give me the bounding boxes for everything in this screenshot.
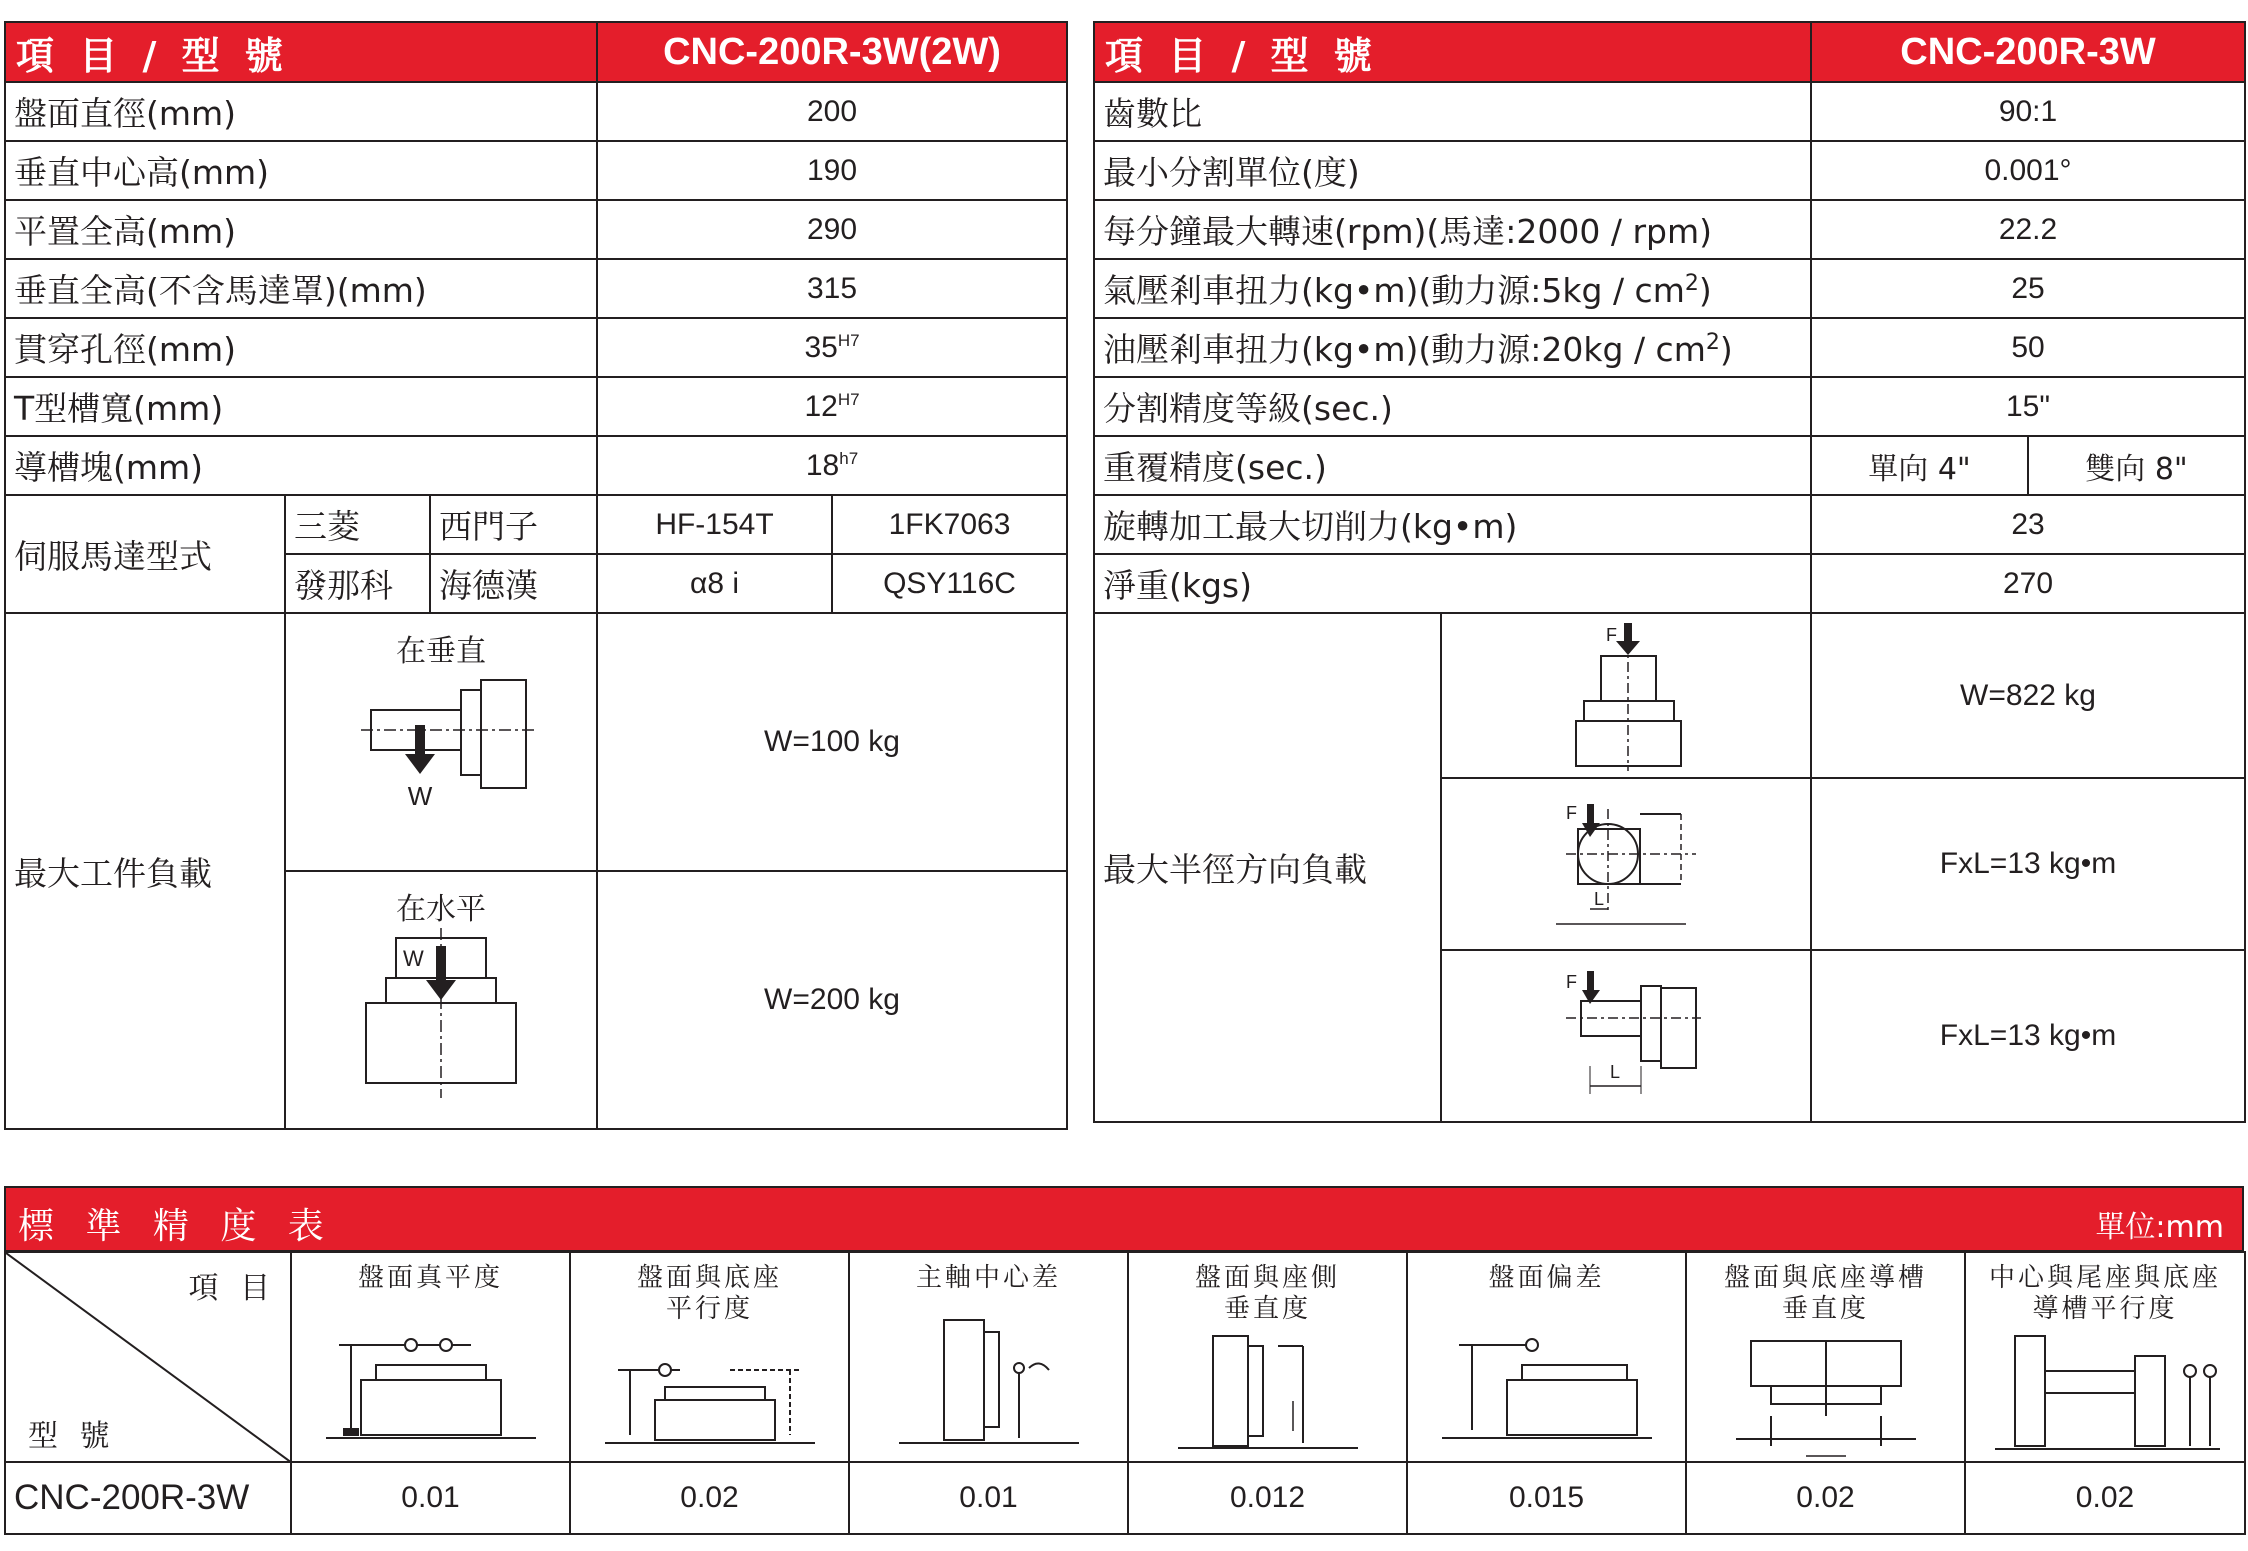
row-label: 垂直全高(不含馬達罩)(mm) (5, 259, 597, 318)
row-value: 200 (597, 82, 1067, 141)
accuracy-column: 中心與尾座與底座 導槽平行度 (1965, 1252, 2245, 1462)
accuracy-model: CNC-200R-3W (5, 1462, 291, 1534)
radial-load-end-icon (1546, 966, 1706, 1106)
accuracy-unit: 單位:mm (2095, 1210, 2224, 1245)
l-label: L (1610, 1062, 1621, 1082)
header-model: CNC-200R-3W(2W) (597, 22, 1067, 82)
row-value: 90:1 (1811, 82, 2245, 141)
row-label: 齒數比 (1094, 82, 1811, 141)
accuracy-header (4, 1186, 2244, 1252)
slot-perpendicularity-icon (1716, 1331, 1936, 1461)
row-label: 旋轉加工最大切削力(kg•m) (1094, 495, 1811, 554)
row-value: $12^{H7}$ (597, 377, 1067, 436)
accuracy-column: 盤面與底座 平行度 (570, 1252, 849, 1462)
vertical-load-figure (285, 613, 597, 871)
servo-brand: 三菱 (285, 495, 430, 554)
f-label: F (1566, 972, 1577, 992)
row-value: $18^{h7}$ (597, 436, 1067, 495)
servo-model: HF-154T (597, 495, 832, 554)
row-value: 22.2 (1811, 200, 2245, 259)
accuracy-value: 0.01 (849, 1462, 1128, 1534)
accuracy-value: 0.02 (570, 1462, 849, 1534)
f-label: F (1606, 624, 1617, 645)
header-model: CNC-200R-3W (1811, 22, 2245, 82)
flatness-icon (321, 1310, 541, 1440)
corner-cell (5, 1252, 291, 1462)
row-value: 23 (1811, 495, 2245, 554)
corner-model: 型 號 (28, 1419, 116, 1454)
horizontal-caption: 在水平 (396, 892, 486, 927)
vertical-table-icon (341, 670, 541, 850)
radial-label: 最大半徑方向負載 (1094, 613, 1441, 1122)
row-label: 盤面直徑(mm) (5, 82, 597, 141)
radial-figure-1 (1441, 613, 1811, 778)
w-label: W (407, 781, 433, 811)
radial-value-1: W=822 kg (1811, 613, 2245, 778)
row-label: T型槽寬(mm) (5, 377, 597, 436)
row-value: 270 (1811, 554, 2245, 613)
row-value: 290 (597, 200, 1067, 259)
servo-model: α8 i (597, 554, 832, 613)
f-label: F (1566, 803, 1577, 823)
row-label: 貫穿孔徑(mm) (5, 318, 597, 377)
radial-load-top-icon (1556, 621, 1696, 771)
header-item: 項 目 / 型 號 (1094, 22, 1811, 82)
load-label: 最大工件負載 (5, 613, 285, 1129)
accuracy-title: 標 準 精 度 表 (18, 1206, 334, 1247)
accuracy-column: 盤面與底座導槽 垂直度 (1686, 1252, 1965, 1462)
horizontal-load-figure (285, 871, 597, 1129)
header-item: 項 目 / 型 號 (5, 22, 597, 82)
row-value: 0.001° (1811, 141, 2245, 200)
row-value: $35^{H7}$ (597, 318, 1067, 377)
accuracy-column: 盤面與座側 垂直度 (1128, 1252, 1407, 1462)
accuracy-value: 0.015 (1407, 1462, 1686, 1534)
row-label: 氣壓剎車扭力(kg•m)(動力源:5kg / $cm^2$) (1094, 259, 1811, 318)
vertical-load-value: W=100 kg (597, 613, 1067, 871)
row-label: 垂直中心高(mm) (5, 141, 597, 200)
accuracy-value: 0.012 (1128, 1462, 1407, 1534)
left-spec-table (4, 21, 1068, 1130)
l-label: L (1594, 889, 1605, 909)
parallelism-icon (600, 1335, 820, 1445)
servo-brand: 海德漢 (430, 554, 597, 613)
repeat-label: 重覆精度(sec.) (1094, 436, 1811, 495)
row-label: 油壓剎車扭力(kg•m)(動力源:20kg / $cm^2$) (1094, 318, 1811, 377)
perpendicularity-icon (1158, 1331, 1378, 1451)
radial-value-2: FxL=13 kg•m (1811, 778, 2245, 950)
accuracy-column: 盤面真平度 (291, 1252, 570, 1462)
vertical-caption: 在垂直 (396, 634, 486, 669)
servo-model: QSY116C (832, 554, 1067, 613)
radial-figure-3 (1441, 950, 1811, 1122)
accuracy-value: 0.01 (291, 1462, 570, 1534)
row-label: 淨重(kgs) (1094, 554, 1811, 613)
row-label: 分割精度等級(sec.) (1094, 377, 1811, 436)
row-value: 25 (1811, 259, 2245, 318)
row-value: 190 (597, 141, 1067, 200)
servo-model: 1FK7063 (832, 495, 1067, 554)
servo-brand: 西門子 (430, 495, 597, 554)
tailstock-parallelism-icon (1985, 1331, 2225, 1451)
radial-load-side-icon (1546, 799, 1706, 929)
right-spec-table (1093, 21, 2246, 1123)
row-value: 315 (597, 259, 1067, 318)
corner-item: 項 目 (188, 1271, 276, 1306)
accuracy-value: 0.02 (1965, 1462, 2245, 1534)
row-value: 15" (1811, 377, 2245, 436)
horizontal-load-value: W=200 kg (597, 871, 1067, 1129)
servo-brand: 發那科 (285, 554, 430, 613)
accuracy-value: 0.02 (1686, 1462, 1965, 1534)
w-label: W (403, 946, 424, 971)
row-label: 每分鐘最大轉速(rpm)(馬達:2000 / rpm) (1094, 200, 1811, 259)
row-label: 最小分割單位(度) (1094, 141, 1811, 200)
row-label: 平置全高(mm) (5, 200, 597, 259)
repeat-one-way: 單向 4" (1811, 436, 2028, 495)
row-label: 導槽塊(mm) (5, 436, 597, 495)
accuracy-column: 盤面偏差 (1407, 1252, 1686, 1462)
horizontal-table-icon (341, 928, 541, 1108)
center-deviation-icon (879, 1310, 1099, 1450)
row-value: 50 (1811, 318, 2245, 377)
repeat-two-way: 雙向 8" (2028, 436, 2245, 495)
accuracy-column: 主軸中心差 (849, 1252, 1128, 1462)
radial-figure-2 (1441, 778, 1811, 950)
accuracy-table (4, 1251, 2246, 1535)
servo-label: 伺服馬達型式 (5, 495, 285, 613)
runout-icon (1437, 1310, 1657, 1450)
radial-value-3: FxL=13 kg•m (1811, 950, 2245, 1122)
